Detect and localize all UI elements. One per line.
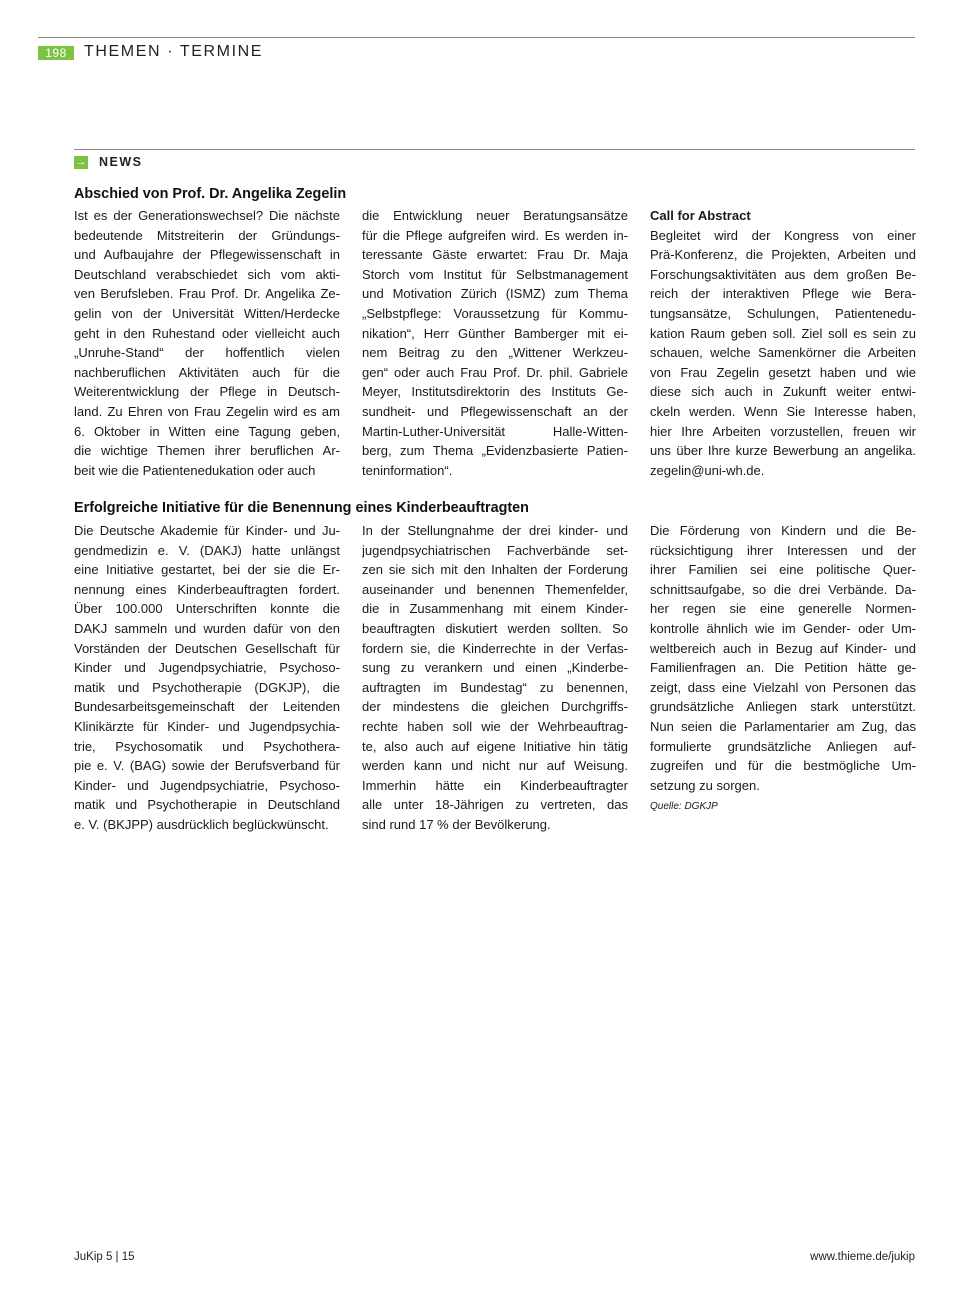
text-line: diese sich auch in Zukunft weiter entwi- — [650, 384, 916, 400]
article1-col1 — [74, 206, 340, 480]
text-line: matik und Psychotherapie (DGKJP), die — [74, 679, 340, 695]
text-line: Begleitet wird der Kongress von einer — [650, 227, 916, 243]
website-link[interactable]: www.thieme.de/jukip — [810, 1251, 915, 1263]
text-line: DAKJ sammeln und wurden dafür von den — [74, 620, 340, 636]
article2-col3 — [650, 521, 916, 817]
text-line: Immerhin hätte ein Kinderbeauftragter — [362, 777, 628, 793]
text-line: Bundesarbeitsgemeinschaft der Leitenden — [74, 699, 340, 715]
article2-col2 — [362, 521, 628, 835]
article1-title: Abschied von Prof. Dr. Angelika Zegelin — [74, 186, 347, 202]
text-line: nem Beitrag zu den „Wittener Werkzeu- — [362, 345, 628, 361]
text-line: grundsätzliche Anliegen stark unterstützt. — [650, 699, 916, 715]
call-for-abstract-subheading: Call for Abstract — [650, 208, 751, 223]
text-line: berg, zum Thema „Evidenzbasierte Patien- — [362, 443, 628, 459]
text-line: beauftragten diskutiert werden sollten. So — [362, 620, 628, 636]
text-line: und Aufbaujahre der Pflegewissenschaft in — [74, 247, 340, 263]
text-line: der mindestens die gleichen Durchgriffs- — [362, 699, 628, 715]
text-line: Die Förderung von Kindern und die Be- — [650, 523, 916, 538]
text-line: reich der interaktiven Pflege wie Bera- — [650, 286, 916, 302]
text-line: geht in den Ruhestand oder vielleicht auch — [74, 325, 340, 341]
text-line: auftragten im Bundestag“ zu benennen, — [362, 679, 628, 695]
text-line: Ist es der Generationswechsel? Die nächste — [74, 208, 340, 223]
page-number: 198 — [38, 46, 74, 60]
text-line: alle unter 18-Jährigen zu vertreten, das — [362, 797, 628, 813]
article1-col3 — [650, 206, 916, 480]
text-line: Nun seien die Parlamentarier am Zug, das — [650, 718, 916, 734]
text-line: Deutschland verabschiedet sich vom akti- — [74, 266, 340, 282]
text-line: eine Initiative gestartet, bei der sie die Er- — [74, 562, 340, 578]
news-label: NEWS — [99, 155, 143, 169]
text-line: Weiterentwicklung der Pflege in Deutsch- — [74, 384, 340, 400]
text-line: werden kann und nicht nur auf Weisung. — [362, 758, 628, 774]
text-line: pie e. V. (BAG) sowie der Berufsverband für — [74, 758, 340, 774]
text-line: Vorständen der Deutschen Gesellschaft für — [74, 640, 340, 656]
text-line: für die Pflege aufgreifen wird. Es werden in- — [362, 227, 628, 243]
text-line: zugreifen und für die bestmögliche Um- — [650, 758, 916, 774]
text-line: und Motivation Zürich (ISMZ) zum Thema — [362, 286, 628, 302]
text-line: sung zu verankern und einen „Kinderbe- — [362, 660, 628, 676]
text-line: zen sie sich mit den Inhalten der Forderung — [362, 562, 628, 578]
text-line: rücksichtigung ihrer Interessen und der — [650, 542, 916, 558]
article2-col1 — [74, 521, 340, 835]
text-line: Familienfragen an. Die Petition hätte ge- — [650, 660, 916, 676]
text-line: weltbereich auch in Bezug auf Kinder- und — [650, 640, 916, 656]
text-line: Prä-Konferenz, die Projekten, Arbeiten und — [650, 247, 916, 263]
article1-col2 — [362, 206, 628, 480]
text-line: Storch vom Institut für Selbstmanagement — [362, 266, 628, 282]
text-line: bedeutende Mitstreiterin der Gründungs- — [74, 227, 340, 243]
text-line: her regen sie eine generelle Normen- — [650, 601, 916, 617]
text-line: Die Deutsche Akademie für Kinder- und Ju- — [74, 523, 340, 538]
text-line: die wichtige Themen ihrer beruflichen Ar- — [74, 443, 340, 459]
text-line: die Entwicklung neuer Beratungsansätze — [362, 208, 628, 223]
text-line: „Unruhe-Stand“ der hoffentlich vielen — [74, 345, 340, 361]
text-line: Über 100.000 Unterschriften konnte die — [74, 601, 340, 617]
text-line: „Selbstpflege: Voraussetzung für Kommu- — [362, 305, 628, 321]
text-line: ckeln werden. Wenn Sie Interesse haben, — [650, 403, 916, 419]
text-line: uns über Ihre kurze Bewerbung an angelika. — [650, 443, 916, 459]
text-line: trie, Psychosomatik und Psychothera- — [74, 738, 340, 754]
text-line: schauen, welche Samenkörner die Arbeiten — [650, 345, 916, 361]
text-line: nikation“, Herr Günther Bamberger mit ei- — [362, 325, 628, 341]
header-rule — [38, 37, 915, 38]
text-line: auseinander und benennen Themenfelder, — [362, 581, 628, 597]
text-line: zegelin@uni-wh.de. — [650, 462, 765, 478]
text-line: Forschungsaktivitäten aus dem großen Be- — [650, 266, 916, 282]
text-line: teressante Gäste erwartet: Frau Dr. Maja — [362, 247, 628, 263]
text-line: rechte haben soll wie der Wehrbeauftrag- — [362, 718, 628, 734]
text-line: te, also auch auf eigene Initiative hin tätig — [362, 738, 628, 754]
text-line: kontrolle ähnlich wie im Gender- oder Um- — [650, 620, 916, 636]
text-line: tungsansätze, Schulungen, Patientenedu- — [650, 305, 916, 321]
article1-col3-body — [650, 226, 916, 481]
text-line: In der Stellungnahme der drei kinder- und — [362, 523, 628, 538]
text-line: beit wie die Patientenedukation oder auch — [74, 462, 316, 478]
text-line: teninformation“. — [362, 462, 453, 478]
text-line: nachberuflichen Aktivitäten auch für die — [74, 364, 340, 380]
article2-col3-body — [650, 521, 916, 795]
text-line: gendmedizin e. V. (DAKJ) hatte unlängst — [74, 542, 340, 558]
text-line: Kinder- und Jugendpsychiatrie, Psychoso- — [74, 777, 340, 793]
text-line: ihrer Familien sei eine politische Quer- — [650, 562, 916, 578]
text-line: Meyer, Institutsdirektorin des Instituts Ge- — [362, 384, 628, 400]
text-line: jugendpsychiatrischen Fachverbände set- — [362, 542, 628, 558]
text-line: 6. Oktober in Witten eine Tagung geben, — [74, 423, 340, 439]
text-line: sundheit- und Pflegewissenschaft an der — [362, 403, 628, 419]
text-line: Martin-Luther-Universität Halle-Witten- — [362, 423, 628, 439]
text-line: zeigt, dass eine Vielzahl von Personen das — [650, 679, 916, 695]
text-line: fordern sie, die Kinderrechte in der Verfas- — [362, 640, 628, 656]
text-line: nennung eines Kinderbeauftragten fordert. — [74, 581, 340, 597]
text-line: e. V. (BKJPP) ausdrücklich beglückwünscht. — [74, 816, 329, 832]
section-title: THEMEN · TERMINE — [84, 43, 264, 60]
text-line: setzung zu sorgen. — [650, 777, 760, 793]
text-line: ven Berufsleben. Frau Prof. Dr. Angelika Ze- — [74, 286, 340, 302]
text-line: schnittsaufgabe, so die drei Verbände. Da- — [650, 581, 916, 597]
text-line: kation Raum geben soll. Ziel soll es sein zu — [650, 325, 916, 341]
arrow-right-icon: → — [75, 156, 87, 168]
text-line: Kinder und Jugendpsychiatrie, Psychoso- — [74, 660, 340, 676]
article2-title: Erfolgreiche Initiative für die Benennung eines Kinderbeauftragten — [74, 500, 529, 516]
text-line: von Frau Zegelin gesetzt haben und wie — [650, 364, 916, 380]
text-line: die in Zusammenhang mit einem Kinder- — [362, 601, 628, 617]
source-note: Quelle: DGKJP — [650, 801, 718, 813]
text-line: hier Ihre Arbeiten vorzustellen, freuen wir — [650, 423, 916, 439]
news-rule — [74, 149, 915, 150]
text-line: gen“ oder auch Frau Prof. Dr. phil. Gabriele — [362, 364, 628, 380]
text-line: formulierte grundsätzliche Anliegen auf- — [650, 738, 916, 754]
text-line: gelin von der Universität Witten/Herdecke — [74, 305, 340, 321]
text-line: sind rund 17 % der Bevölkerung. — [362, 816, 551, 832]
text-line: land. Zu Ehren von Frau Zegelin wird es am — [74, 403, 340, 419]
journal-issue: JuKip 5 | 15 — [74, 1251, 135, 1263]
text-line: matik und Psychotherapie in Deutschland — [74, 797, 340, 813]
text-line: Klinikärzte für Kinder- und Jugendpsychia- — [74, 718, 340, 734]
